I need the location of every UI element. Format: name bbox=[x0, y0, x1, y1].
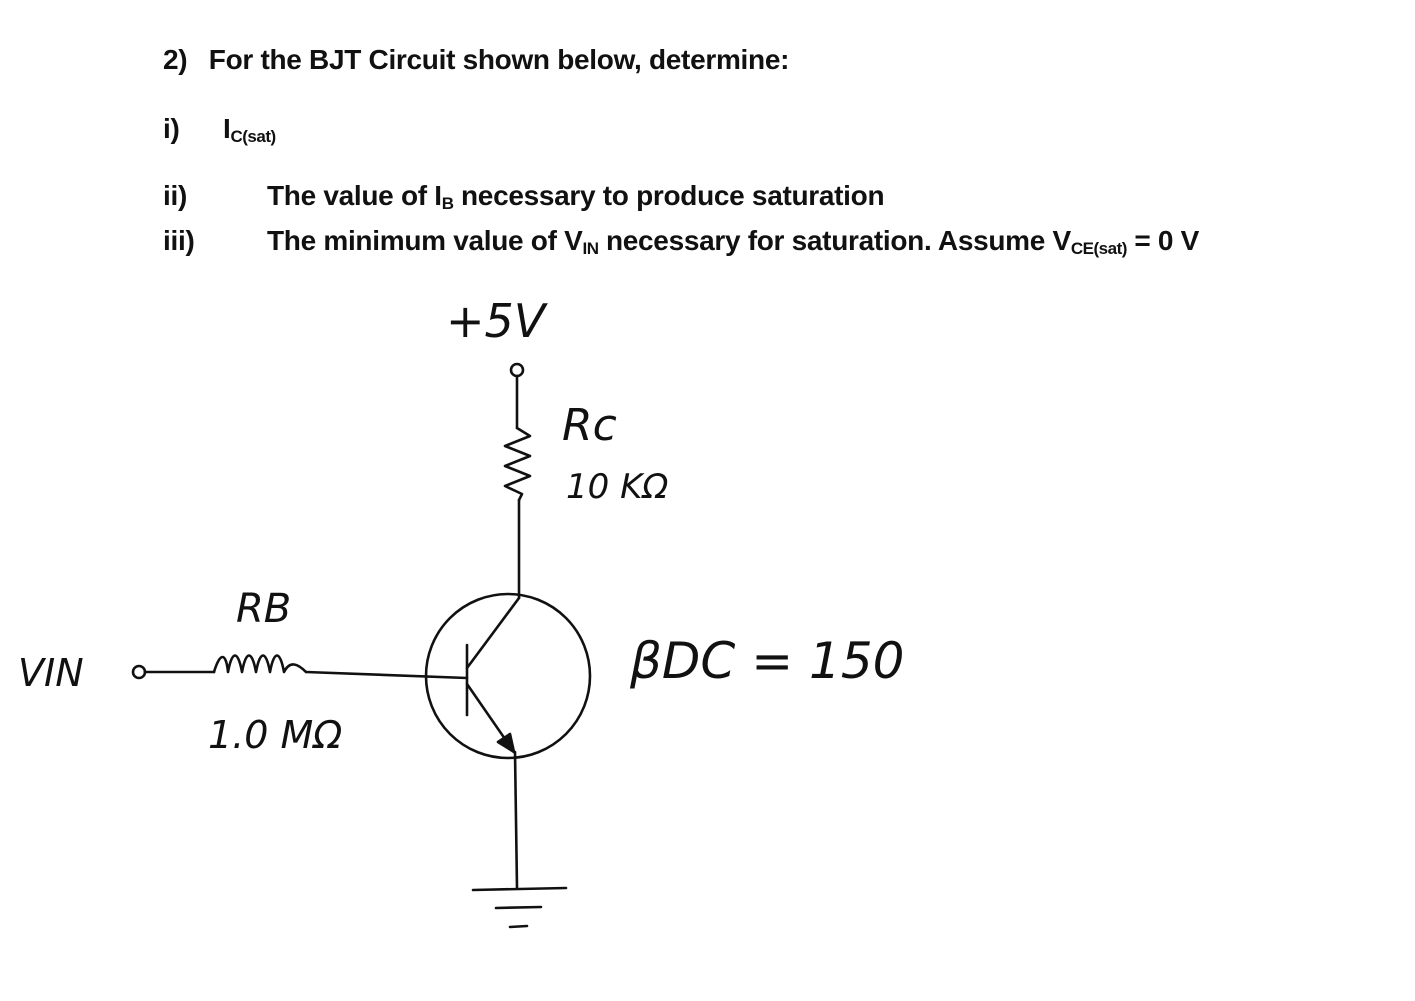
rc-resistor bbox=[505, 428, 530, 500]
rb-resistor bbox=[214, 656, 306, 673]
item-iii-label: iii) bbox=[163, 225, 195, 256]
rc-name-label: Rc bbox=[562, 400, 617, 451]
vin-terminal bbox=[133, 666, 145, 678]
base-wire bbox=[306, 672, 467, 678]
emitter-wire bbox=[515, 752, 517, 888]
emitter-arrow bbox=[498, 734, 514, 752]
item-i-text: $I_{C(sat)}$ bbox=[223, 113, 276, 146]
item-ii-label: ii) bbox=[163, 180, 187, 211]
rc-value-label: 10 KΩ bbox=[566, 467, 669, 507]
supply-terminal bbox=[511, 364, 523, 376]
item-i-label: i) bbox=[163, 113, 180, 144]
question-number: 2) bbox=[163, 44, 188, 75]
supply-label: +5V bbox=[446, 294, 546, 348]
ground-line-3 bbox=[510, 926, 527, 927]
vin-label: VIN bbox=[18, 651, 84, 695]
item-iii-text: The minimum value of $V_{IN}$ necessary for saturation. Assume $V_{CE(sat)} = 0$ V bbox=[267, 225, 1200, 258]
ground-line-1 bbox=[473, 888, 566, 890]
question-heading-text: For the BJT Circuit shown below, determine: bbox=[208, 44, 790, 75]
transistor-circle bbox=[426, 594, 590, 758]
rb-name-label: RB bbox=[236, 586, 292, 632]
collector-lead bbox=[467, 598, 519, 668]
rb-value-label: 1.0 MΩ bbox=[208, 713, 343, 757]
ground-line-2 bbox=[496, 907, 541, 908]
beta-label: βDC = 150 bbox=[630, 632, 905, 690]
item-ii-text: The value of $I_B$ necessary to produce saturation bbox=[267, 180, 885, 213]
